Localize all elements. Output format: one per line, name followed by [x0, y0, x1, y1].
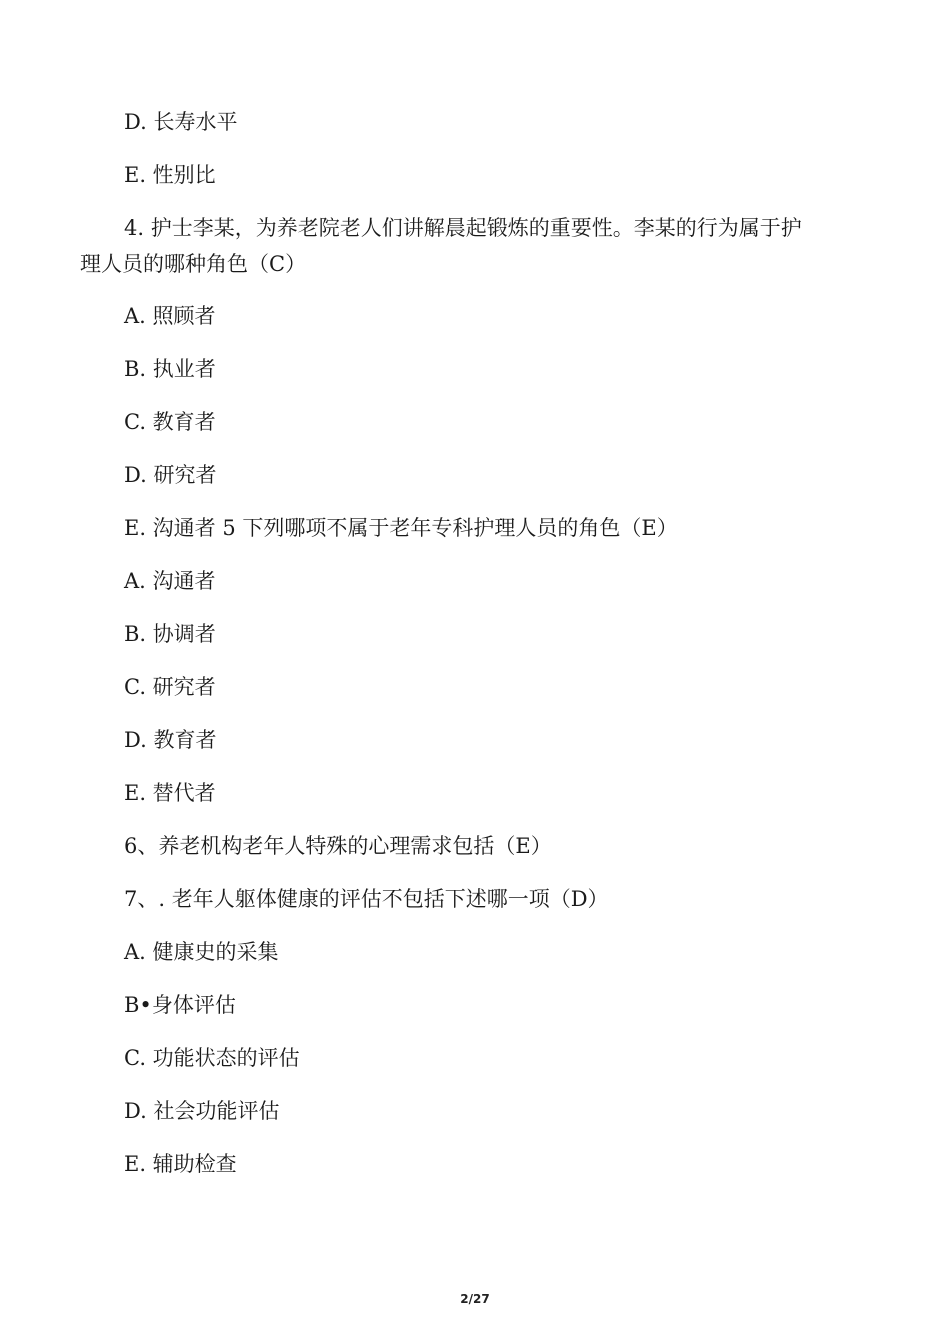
option-a: A. 沟通者: [124, 569, 216, 593]
option-b: B. 协调者: [124, 622, 216, 646]
option-d: D. 研究者: [124, 463, 217, 487]
option-e-and-question-5: E. 沟通者 5 下列哪项不属于老年专科护理人员的角色（E）: [124, 516, 678, 540]
option-e-sex-ratio: E. 性别比: [124, 163, 216, 187]
option-e: E. 替代者: [124, 781, 216, 805]
question-7: 7、. 老年人躯体健康的评估不包括下述哪一项（D）: [124, 887, 609, 911]
question-4-line-1: 4. 护士李某，为养老院老人们讲解晨起锻炼的重要性。李某的行为属于护: [124, 216, 802, 240]
option-e: E. 辅助检查: [124, 1152, 237, 1176]
page-number: 2/27: [460, 1292, 490, 1306]
option-c: C. 教育者: [124, 410, 216, 434]
option-d: D. 社会功能评估: [124, 1099, 280, 1123]
option-c: C. 功能状态的评估: [124, 1046, 300, 1070]
question-4-line-2: 理人员的哪种角色（C）: [80, 252, 307, 276]
option-b: B. 执业者: [124, 357, 216, 381]
option-d-longevity: D. 长寿水平: [124, 110, 238, 134]
option-a: A. 健康史的采集: [124, 940, 279, 964]
option-c: C. 研究者: [124, 675, 216, 699]
option-d: D. 教育者: [124, 728, 217, 752]
option-b: B•身体评估: [124, 993, 236, 1017]
question-6: 6、养老机构老年人特殊的心理需求包括（E）: [124, 834, 552, 858]
option-a: A. 照顾者: [124, 304, 216, 328]
